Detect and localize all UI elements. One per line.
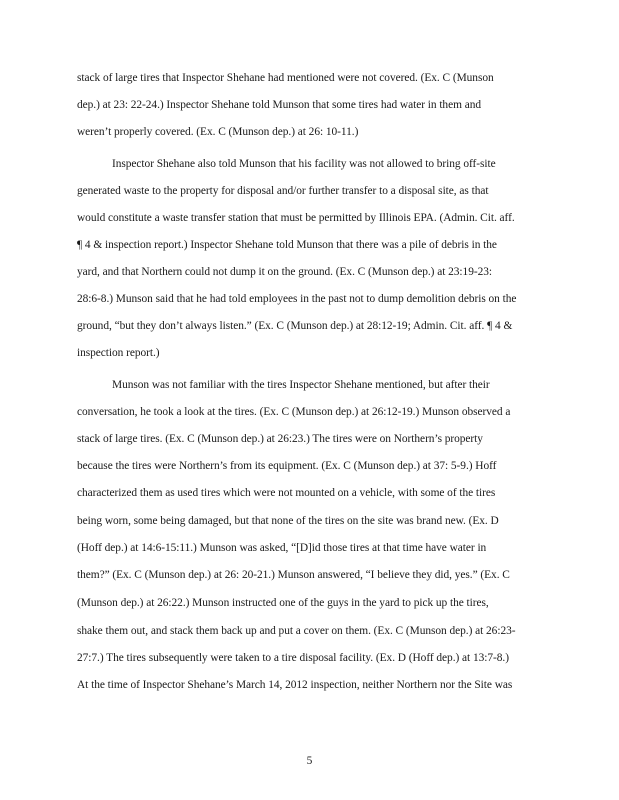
body-line: dep.) at 23: 22-24.) Inspector Shehane told Munson that some tires had water in them and <box>77 99 481 111</box>
paragraph-first-line: Inspector Shehane also told Munson that his facility was not allowed to bring off-site <box>112 158 496 170</box>
paragraph-first-line: Munson was not familiar with the tires Inspector Shehane mentioned, but after their <box>112 379 490 391</box>
body-line: inspection report.) <box>77 347 160 359</box>
body-line: (Hoff dep.) at 14:6-15:11.) Munson was asked, “[D]id those tires at that time have water in <box>77 542 487 554</box>
body-line: shake them out, and stack them back up and put a cover on them. (Ex. C (Munson dep.) at 26:23- <box>77 625 516 637</box>
body-line: At the time of Inspector Shehane’s March 14, 2012 inspection, neither Northern nor the Site was <box>77 679 513 691</box>
body-line: being worn, some being damaged, but that none of the tires on the site was brand new. (Ex. D <box>77 515 499 527</box>
body-line: characterized them as used tires which were not mounted on a vehicle, with some of the tires <box>77 487 496 499</box>
body-line: weren’t properly covered. (Ex. C (Munson dep.) at 26: 10-11.) <box>77 126 359 138</box>
page-number: 5 <box>306 755 313 767</box>
body-line: 28:6-8.) Munson said that he had told employees in the past not to dump demolition debris on the <box>77 293 517 305</box>
body-line: ¶ 4 & inspection report.) Inspector Shehane told Munson that there was a pile of debris in the <box>77 239 497 251</box>
body-line: because the tires were Northern’s from its equipment. (Ex. C (Munson dep.) at 37: 5-9.) Hoff <box>77 460 497 472</box>
body-line: stack of large tires. (Ex. C (Munson dep.) at 26:23.) The tires were on Northern’s property <box>77 433 483 445</box>
body-line: would constitute a waste transfer station that must be permitted by Illinois EPA. (Admin. Cit. aff. <box>77 212 515 224</box>
body-line: generated waste to the property for disposal and/or further transfer to a disposal site, as that <box>77 185 489 197</box>
body-line: conversation, he took a look at the tires. (Ex. C (Munson dep.) at 26:12-19.) Munson observed a <box>77 406 511 418</box>
body-line: them?” (Ex. C (Munson dep.) at 26: 20-21.) Munson answered, “I believe they did, yes.” (Ex. C <box>77 569 510 581</box>
body-line: (Munson dep.) at 26:22.) Munson instructed one of the guys in the yard to pick up the tires, <box>77 597 489 609</box>
body-line: ground, “but they don’t always listen.” (Ex. C (Munson dep.) at 28:12-19; Admin. Cit. aff. ¶ 4 & <box>77 320 513 332</box>
body-line: stack of large tires that Inspector Shehane had mentioned were not covered. (Ex. C (Munson <box>77 72 494 84</box>
body-line: yard, and that Northern could not dump it on the ground. (Ex. C (Munson dep.) at 23:19-23: <box>77 266 492 278</box>
body-line: 27:7.) The tires subsequently were taken to a tire disposal facility. (Ex. D (Hoff dep.) at 13:7-8.) <box>77 652 509 664</box>
